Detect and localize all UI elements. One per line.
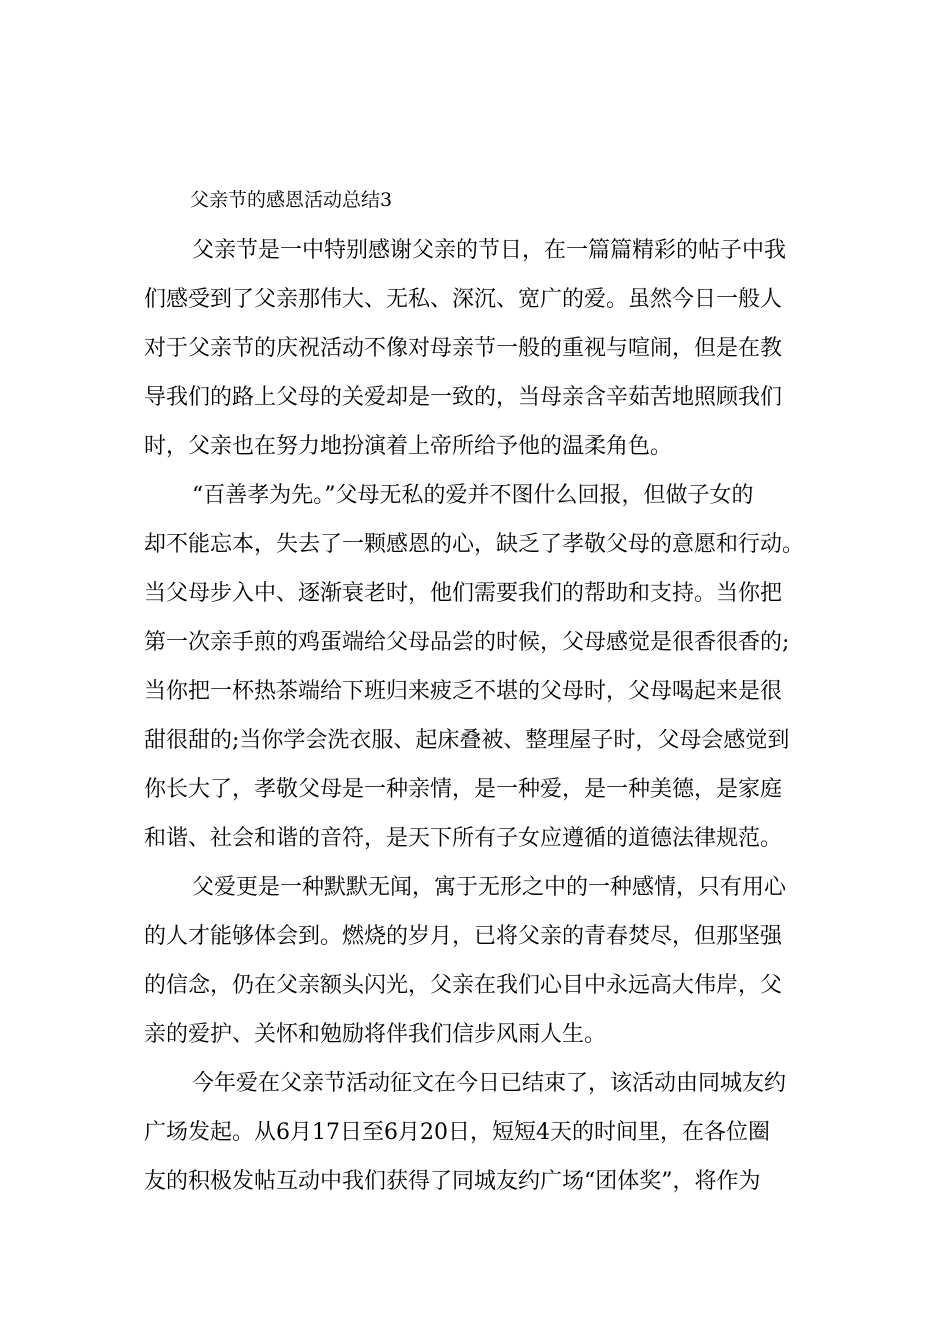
paragraph-1-line-2: 们感受到了父亲那伟大、无私、深沉、宽广的爱。虽然今日一般人 [144,287,783,312]
paragraph-3-line-4: 亲的爱护、关怀和勉励将伴我们信步风雨人生。 [144,1022,607,1047]
paragraph-4-line-3: 友的积极发帖互动中我们获得了同城友约广场“团体奖”，将作为 [144,1169,761,1194]
paragraph-3-line-3: 的信念，仍在父亲额头闪光，父亲在我们心目中永远高大伟岸，父 [144,973,783,998]
paragraph-2-line-1: “百善孝为先。”父母无私的爱并不图什么回报，但做子女的 [192,483,754,508]
paragraph-3-line-2: 的人才能够体会到。燃烧的岁月，已将父亲的青春焚尽，但那坚强 [144,924,783,949]
paragraph-2-line-7: 你长大了，孝敬父母是一种亲情，是一种爱，是一种美德，是家庭 [144,777,783,802]
paragraph-1-line-4: 导我们的路上父母的关爱却是一致的，当母亲含辛茹苦地照顾我们 [144,385,783,410]
paragraph-2-line-4: 第一次亲手煎的鸡蛋端给父母品尝的时候，父母感觉是很香很香的; [144,630,790,655]
paragraph-2-line-2: 却不能忘本，失去了一颗感恩的心，缺乏了孝敬父母的意愿和行动。 [144,532,805,557]
paragraph-2-line-8: 和谐、社会和谐的音符，是天下所有子女应遵循的道德法律规范。 [144,826,783,851]
paragraph-2-line-6: 甜很甜的;当你学会洗衣服、起床叠被、整理屋子时，父母会感觉到 [144,728,790,753]
paragraph-4-line-2: 广场发起。从6月17日至6月20日，短短4天的时间里，在各位圈 [144,1120,770,1145]
paragraph-4-line-1: 今年爱在父亲节活动征文在今日已结束了，该活动由同城友约 [192,1071,787,1096]
paragraph-3-line-1: 父爱更是一种默默无闻，寓于无形之中的一种感情，只有用心 [192,875,787,900]
paragraph-2-line-3: 当父母步入中、逐渐衰老时，他们需要我们的帮助和支持。当你把 [144,581,783,606]
paragraph-1-line-3: 对于父亲节的庆祝活动不像对母亲节一般的重视与喧闹，但是在教 [144,336,783,361]
document-heading: 父亲节的感恩活动总结3 [190,189,393,211]
paragraph-2-line-5: 当你把一杯热茶端给下班归来疲乏不堪的父母时，父母喝起来是很 [144,679,783,704]
paragraph-1-line-5: 时，父亲也在努力地扮演着上帝所给予他的温柔角色。 [144,434,673,459]
paragraph-1-line-1: 父亲节是一中特别感谢父亲的节日，在一篇篇精彩的帖子中我 [192,238,787,263]
